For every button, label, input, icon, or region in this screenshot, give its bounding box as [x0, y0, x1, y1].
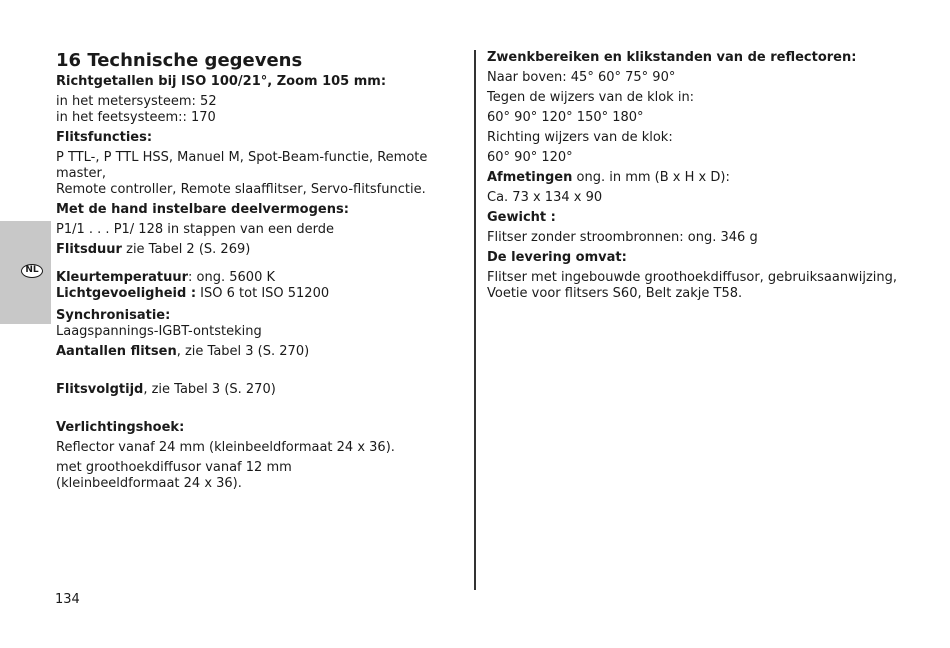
light-sensitivity-value: ISO 6 tot ISO 51200 — [196, 286, 330, 301]
guide-number-metric: in het metersysteem: 52 — [56, 94, 217, 109]
guide-number-feet: in het feetsysteem:: 170 — [56, 110, 216, 125]
color-temperature-value: : ong. 5600 K — [188, 270, 275, 285]
flash-count-key: Aantallen flitsen — [56, 344, 177, 359]
flash-functions-line-2: Remote controller, Remote slaafflitser, Servo-flitsfunctie. — [56, 182, 426, 197]
color-temperature-key: Kleurtemperatuur — [56, 270, 189, 285]
sync-value: Laagspannings-IGBT-ontsteking — [56, 324, 262, 339]
delivery-line-1: Flitser met ingebouwde groothoekdiffusor, gebruiksaanwijzing, — [487, 270, 898, 285]
weight-value: Flitser zonder stroombronnen: ong. 346 g — [487, 230, 758, 245]
flash-functions-line-1: P TTL-, P TTL HSS, Manuel M, Spot-Beam-functie, Remote master, — [56, 150, 428, 181]
language-badge: NL — [21, 264, 43, 278]
dimensions — [487, 170, 927, 186]
flash-count — [56, 344, 466, 360]
swivel-ccw-label: Tegen de wijzers van de klok in: — [487, 90, 695, 105]
swivel-heading: Zwenkbereiken en klikstanden van de reflectoren: — [487, 50, 857, 65]
swivel-cw-values: 60° 90° 120° — [487, 150, 573, 165]
page-number: 134 — [55, 592, 80, 607]
flash-functions-heading: Flitsfuncties: — [56, 130, 153, 145]
section-title: 16 Technische gegevens — [56, 50, 303, 71]
right-column — [487, 50, 927, 302]
recycle-time-key: Flitsvolgtijd — [56, 382, 144, 397]
delivery-line-2: Voetie voor flitsers S60, Belt zakje T58. — [487, 286, 743, 301]
color-temperature — [56, 270, 466, 286]
swivel-cw-label: Richting wijzers van de klok: — [487, 130, 673, 145]
dimensions-value: ong. in mm (B x H x D): — [572, 170, 730, 185]
coverage-line-3: (kleinbeeldformaat 24 x 36). — [56, 476, 242, 491]
flash-duration — [56, 242, 466, 258]
recycle-time — [56, 382, 466, 398]
sync-heading: Synchronisatie: — [56, 308, 171, 323]
light-sensitivity — [56, 286, 466, 302]
partial-power-heading: Met de hand instelbare deelvermogens: — [56, 202, 349, 217]
dimensions-key: Afmetingen — [487, 170, 573, 185]
dimensions-size: Ca. 73 x 134 x 90 — [487, 190, 603, 205]
coverage-heading: Verlichtingshoek: — [56, 420, 185, 435]
flash-duration-key: Flitsduur — [56, 242, 122, 257]
recycle-time-value: , zie Tabel 3 (S. 270) — [143, 382, 276, 397]
flash-duration-value: zie Tabel 2 (S. 269) — [121, 242, 251, 257]
coverage-line-2: met groothoekdiffusor vanaf 12 mm — [56, 460, 292, 475]
swivel-upward: Naar boven: 45° 60° 75° 90° — [487, 70, 676, 85]
guide-number-heading: Richtgetallen bij ISO 100/21°, Zoom 105 mm: — [56, 74, 387, 89]
swivel-ccw-values: 60° 90° 120° 150° 180° — [487, 110, 644, 125]
flash-count-value: , zie Tabel 3 (S. 270) — [176, 344, 310, 359]
coverage-line-1: Reflector vanaf 24 mm (kleinbeeldformaat 24 x 36). — [56, 440, 395, 455]
left-column — [56, 50, 466, 492]
delivery-heading: De levering omvat: — [487, 250, 627, 265]
column-divider — [474, 50, 476, 590]
light-sensitivity-key: Lichtgevoeligheid : — [56, 286, 197, 301]
weight-heading: Gewicht : — [487, 210, 556, 225]
partial-power-value: P1/1 . . . P1/ 128 in stappen van een derde — [56, 222, 334, 237]
